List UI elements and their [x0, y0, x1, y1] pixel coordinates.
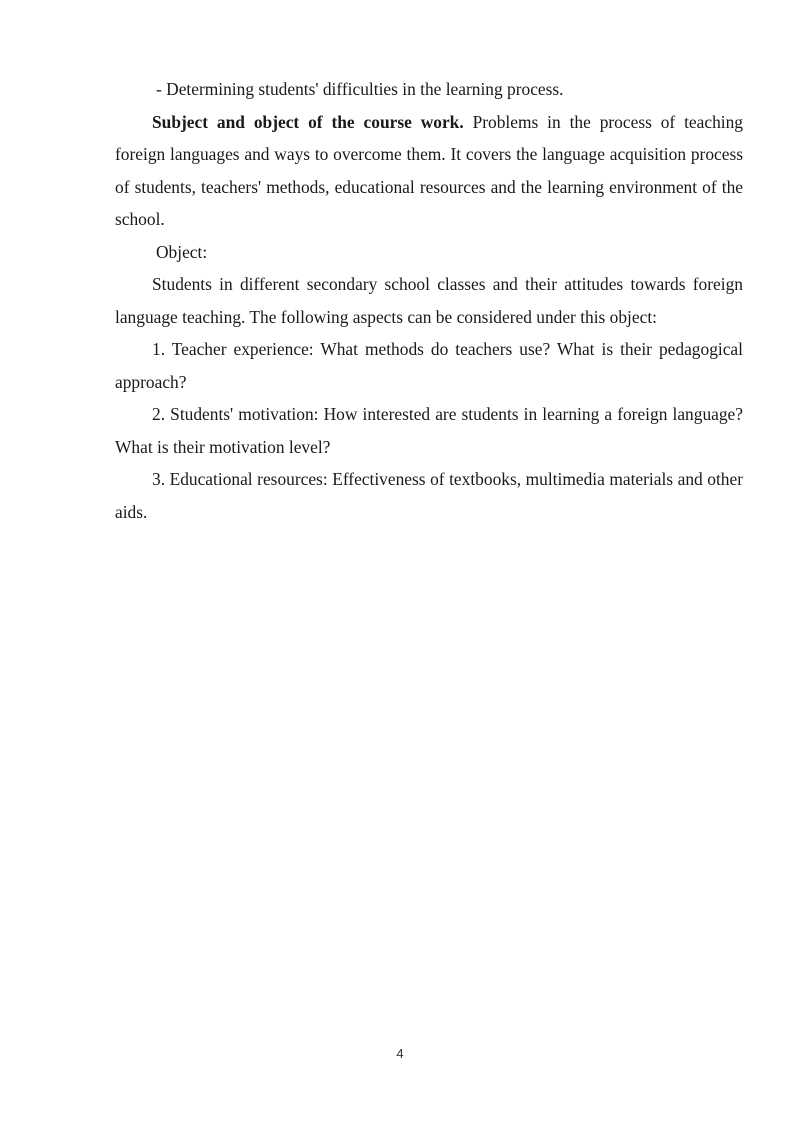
- list-item-educational-resources: 3. Educational resources: Effectiveness of textbooks, multimedia materials and other aids.: [115, 469, 743, 522]
- subject-body: Problems in the process of teaching foreign languages and ways to overcome them. It covers the language acquisition process of students, teachers' methods, educational resources and the learning environment of the school.: [115, 111, 744, 229]
- page-body: [115, 73, 743, 528]
- paragraph-subject-object: [115, 106, 743, 236]
- paragraph-object-body: Students in different secondary school classes and their attitudes towards foreign language teaching. The following aspects can be considered under this object:: [115, 274, 743, 327]
- page-number: 4: [396, 1046, 404, 1061]
- list-item-students-motivation: 2. Students' motivation: How interested are students in learning a foreign language? What is their motivation level?: [115, 404, 743, 457]
- list-item-teacher-experience: 1. Teacher experience: What methods do teachers use? What is their pedagogical approach?: [115, 339, 743, 392]
- subject-heading: Subject and object of the course work.: [152, 111, 464, 132]
- paragraph-object-label: Object:: [156, 241, 208, 262]
- paragraph-determining: - Determining students' difficulties in the learning process.: [156, 79, 564, 99]
